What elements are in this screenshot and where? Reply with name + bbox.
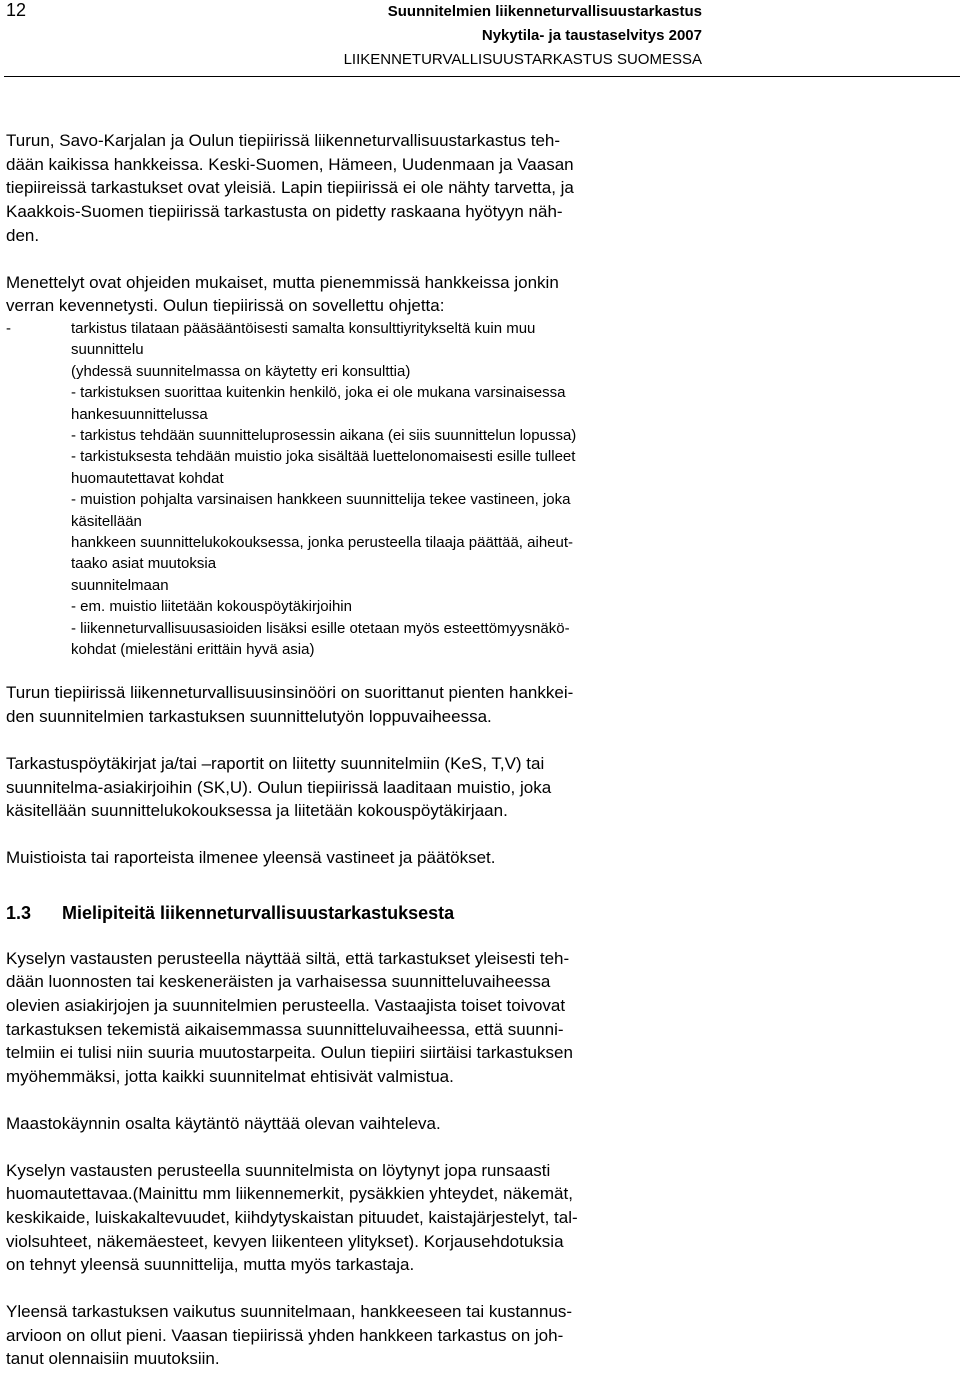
list-line: käsitellään	[71, 512, 142, 530]
text-line: huomautettavaa.(Mainittu mm liikennemerkit, pysäkkien yhteydet, näkemät,	[6, 1184, 573, 1204]
header-report-title: Suunnitelmien liikenneturvallisuustarkastus	[387, 3, 702, 20]
text-line: dään luonnosten tai keskeneräisten ja varhaisessa suunnitteluvaiheessa	[6, 972, 551, 992]
text-line: Turun, Savo-Karjalan ja Oulun tiepiirissä liikenneturvallisuustarkastus teh-	[6, 131, 561, 150]
list-line: hankkeen suunnittelukokouksessa, jonka perusteella tilaaja päättää, aiheut-	[71, 533, 574, 551]
header-series-title: LIIKENNETURVALLISUUSTARKASTUS SUOMESSA	[343, 51, 702, 68]
text-line: Maastokäynnin osalta käytäntö näyttää olevan vaihteleva.	[6, 1113, 441, 1133]
text-line: arvioon on ollut pieni. Vaasan tiepiirissä yhden hankkeen tarkastus on joh-	[6, 1325, 564, 1345]
text-line: olevien asiakirjojen ja suunnitelmien perusteella. Vastaajista toiset toivovat	[6, 996, 566, 1016]
paragraph-memos	[6, 846, 703, 870]
header-divider	[4, 76, 960, 77]
text-line: suunnitelma-asiakirjoihin (SK,U). Oulun tiepiirissä laaditaan muistio, joka	[6, 777, 552, 797]
list-bullet: -	[6, 319, 11, 337]
list-line: suunnitelmaan	[71, 576, 169, 594]
list-line: suunnittelu	[71, 341, 144, 359]
paragraph-findings	[6, 1159, 703, 1278]
paragraph-inspection-coverage	[6, 129, 703, 248]
list-line: - tarkistus tehdään suunnitteluprosessin aikana (ei siis suunnittelun lopussa)	[71, 426, 577, 444]
running-header	[344, 0, 702, 72]
text-line: Muistioista tai raporteista ilmenee yleensä vastineet ja päätökset.	[6, 847, 496, 867]
document-body	[6, 129, 703, 1371]
text-line: keskikaide, luiskakaltevuudet, kiihdytyskaistan pituudet, kaistajärjestelyt, tal-	[6, 1207, 578, 1227]
list-line: tarkistus tilataan pääsääntöisesti samalta konsulttiyritykseltä kuin muu	[71, 319, 536, 337]
text-line: käsitellään suunnittelukokouksessa ja liitetään kokouspöytäkirjaan.	[6, 801, 508, 821]
text-line: tarkastuksen tekemistä aikaisemmassa suunnitteluvaiheessa, että suunni-	[6, 1019, 564, 1039]
list-line: - em. muistio liitetään kokouspöytäkirjoihin	[71, 598, 352, 616]
paragraph-site-visits	[6, 1112, 703, 1136]
list-line: (yhdessä suunnitelmassa on käytetty eri konsulttia)	[71, 362, 411, 380]
section-title: Mielipiteitä liikenneturvallisuustarkastuksesta	[62, 902, 455, 923]
oulu-procedure-list	[6, 318, 703, 661]
text-line: dään kaikissa hankkeissa. Keski-Suomen, Hämeen, Uudenmaan ja Vaasan	[6, 154, 574, 174]
text-line: violsuhteet, näkemäesteet, kevyen liikenteen ylitykset). Korjausehdotuksia	[6, 1231, 564, 1251]
list-line: - liikenneturvallisuusasioiden lisäksi esille otetaan myös esteettömyysnäkö-	[71, 619, 570, 637]
paragraph-procedures	[6, 271, 703, 318]
text-line: Tarkastuspöytäkirjat ja/tai –raportit on liitetty suunnitelmiin (KeS, T,V) tai	[6, 753, 545, 773]
paragraph-turku	[6, 681, 703, 728]
text-line: Kaakkois-Suomen tiepiirissä tarkastusta on pidetty raskaana hyötyyn näh-	[6, 202, 563, 222]
paragraph-impact	[6, 1300, 703, 1371]
list-line: - muistion pohjalta varsinaisen hankkeen suunnittelija tekee vastineen, joka	[71, 491, 571, 509]
list-line: kohdat (mielestäni erittäin hyvä asia)	[71, 641, 315, 659]
page-number: 12	[6, 0, 27, 20]
text-line: Turun tiepiirissä liikenneturvallisuusinsinööri on suorittanut pienten hankkei-	[6, 683, 574, 703]
section-number: 1.3	[6, 902, 32, 923]
text-line: telmiin ei tulisi niin suuria muutostarpeita. Oulun tiepiiri siirtäisi tarkastuksen	[6, 1043, 573, 1063]
text-line: Kyselyn vastausten perusteella suunnitelmista on löytynyt jopa runsaasti	[6, 1160, 551, 1180]
list-line: - tarkistuksen suorittaa kuitenkin henkilö, joka ei ole mukana varsinaisessa	[71, 384, 566, 402]
list-line: hankesuunnittelussa	[71, 405, 208, 423]
list-line: - tarkistuksesta tehdään muistio joka sisältää luettelonomaisesti esille tulleet	[71, 448, 576, 466]
section-heading	[6, 901, 703, 925]
text-line: on tehnyt yleensä suunnittelija, mutta myös tarkastaja.	[6, 1255, 415, 1275]
header-report-subtitle: Nykytila- ja taustaselvitys 2007	[481, 27, 702, 44]
text-line: den suunnitelmien tarkastuksen suunnittelutyön loppuvaiheessa.	[6, 707, 492, 727]
text-line: tanut olennaisiin muutoksiin.	[6, 1349, 220, 1369]
paragraph-reports	[6, 752, 703, 823]
list-line: taako asiat muutoksia	[71, 555, 217, 573]
text-line: myöhemmäksi, jotta kaikki suunnitelmat ehtisivät valmistua.	[6, 1067, 454, 1087]
text-line: verran kevennetysti. Oulun tiepiirissä on sovellettu ohjetta:	[6, 296, 445, 316]
text-line: Menettelyt ovat ohjeiden mukaiset, mutta pienemmissä hankkeissa jonkin	[6, 272, 559, 292]
text-line: tiepiireissä tarkastukset ovat yleisiä. Lapin tiepiirissä ei ole nähty tarvetta, ja	[6, 178, 574, 198]
paragraph-survey-timing	[6, 947, 703, 1089]
list-line: huomautettavat kohdat	[71, 469, 224, 487]
text-line: Yleensä tarkastuksen vaikutus suunnitelmaan, hankkeeseen tai kustannus-	[6, 1302, 573, 1322]
text-line: Kyselyn vastausten perusteella näyttää siltä, että tarkastukset yleisesti teh-	[6, 948, 570, 968]
text-line: den.	[6, 225, 40, 245]
